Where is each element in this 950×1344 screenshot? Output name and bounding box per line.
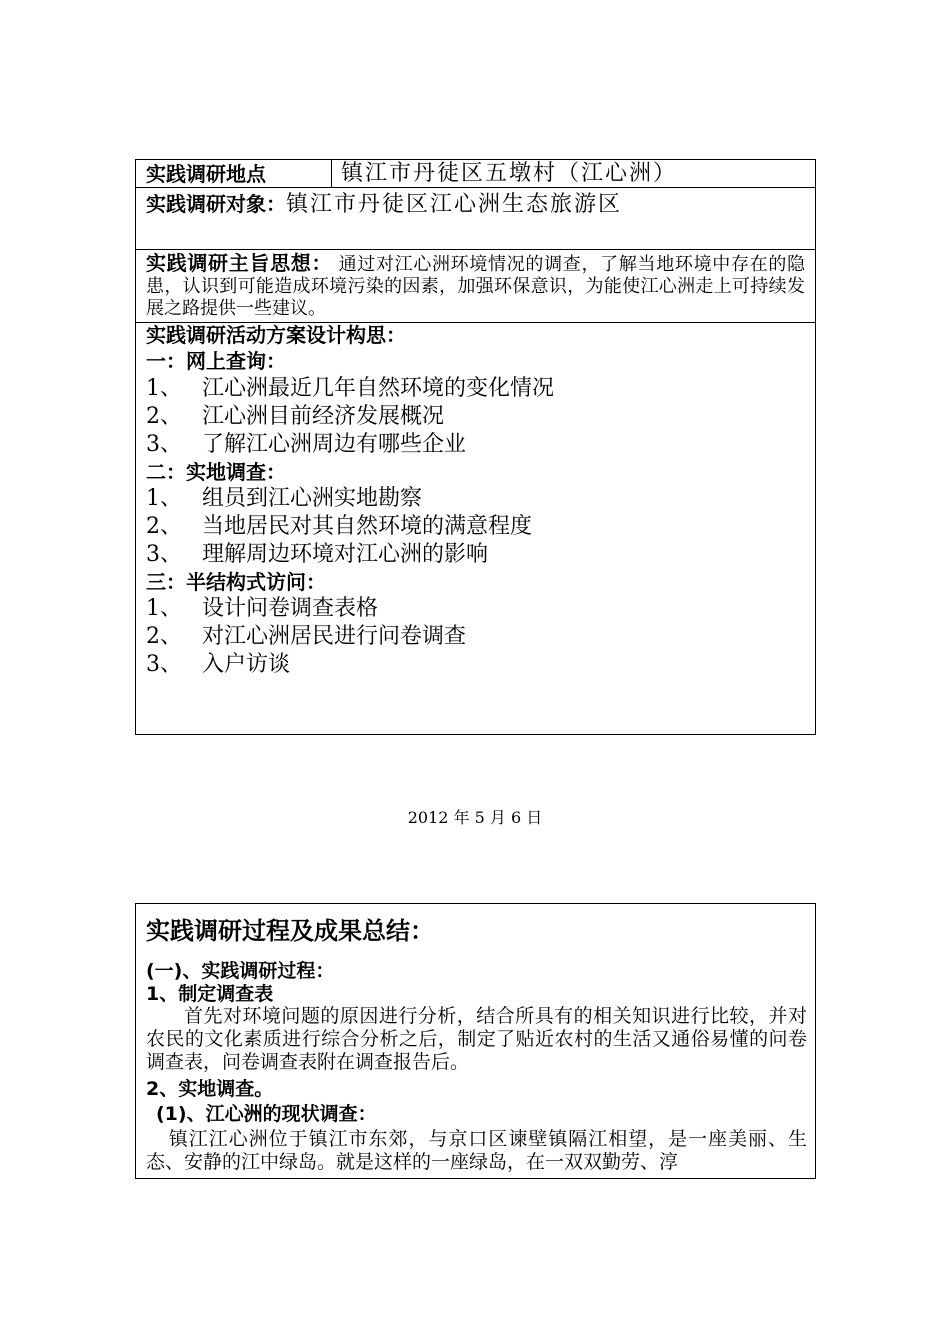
- plan-heading: 实践调研活动方案设计构思：: [146, 323, 406, 347]
- location-divider: [331, 160, 332, 188]
- step-heading-field: 2、实地调查。: [146, 1078, 274, 1100]
- theme-row: [136, 250, 815, 323]
- theme-text: 通过对江心洲环境情况的调查，了解当地环境中存在的隐患，认识到可能造成环境污染的因素，加强环保意识，为能使江心洲走上可持续发展之路提供一些建议。: [146, 254, 805, 319]
- section-heading-field: 二：实地调查：: [146, 460, 286, 484]
- theme-paragraph: [146, 252, 805, 320]
- object-line: [146, 190, 622, 219]
- plan-row: [136, 323, 815, 734]
- theme-label: 实践调研主旨思想：: [146, 251, 333, 275]
- paragraph-questionnaire: 首先对环境问题的原因进行分析，结合所具有的相关知识进行比较，并对农民的文化素质进行综合分析之后，制定了贴近农村的生活又通俗易懂的问卷调查表，问卷调查表附在调查报告后。: [146, 1005, 807, 1073]
- list-item: 2、 当地居民对其自然环境的满意程度: [146, 514, 533, 539]
- list-item: 1、 组员到江心洲实地勘察: [146, 486, 423, 511]
- sub-heading-status: (1)、江心洲的现状调查：: [156, 1103, 377, 1125]
- plan-table: [135, 159, 816, 735]
- list-item: 3、 理解周边环境对江心洲的影响: [146, 542, 489, 567]
- list-item: 3、 了解江心洲周边有哪些企业: [146, 432, 467, 457]
- list-item: 2、 江心洲目前经济发展概况: [146, 404, 445, 429]
- summary-title: 实践调研过程及成果总结：: [146, 917, 434, 945]
- step-heading-questionnaire: 1、制定调查表: [146, 983, 274, 1005]
- location-label: 实践调研地点: [146, 162, 266, 186]
- location-value: 镇江市丹徒区五墩村（江心洲）: [341, 161, 678, 186]
- section-heading-interview: 三：半结构式访问：: [146, 570, 326, 594]
- list-item: 3、 入户访谈: [146, 652, 291, 677]
- list-item: 1、 设计问卷调查表格: [146, 596, 379, 621]
- section-heading-process: (一)、实践调研过程：: [146, 960, 335, 982]
- summary-table: [135, 903, 816, 1179]
- section-heading-online: 一：网上查询：: [146, 349, 286, 373]
- object-row: [136, 188, 815, 250]
- list-item: 2、 对江心洲居民进行问卷调查: [146, 624, 467, 649]
- paragraph-status: 镇江江心洲位于镇江市东郊，与京口区谏壁镇隔江相望，是一座美丽、生态、安静的江中绿岛。就是这样的一座绿岛，在一双双勤劳、淳: [146, 1128, 807, 1173]
- object-label: 实践调研对象：: [146, 192, 286, 216]
- object-value: 镇江市丹徒区江心洲生态旅游区: [286, 192, 623, 217]
- location-row: [136, 160, 815, 188]
- list-item: 1、 江心洲最近几年自然环境的变化情况: [146, 376, 555, 401]
- date-text: 2012 年 5 月 6 日: [407, 808, 543, 827]
